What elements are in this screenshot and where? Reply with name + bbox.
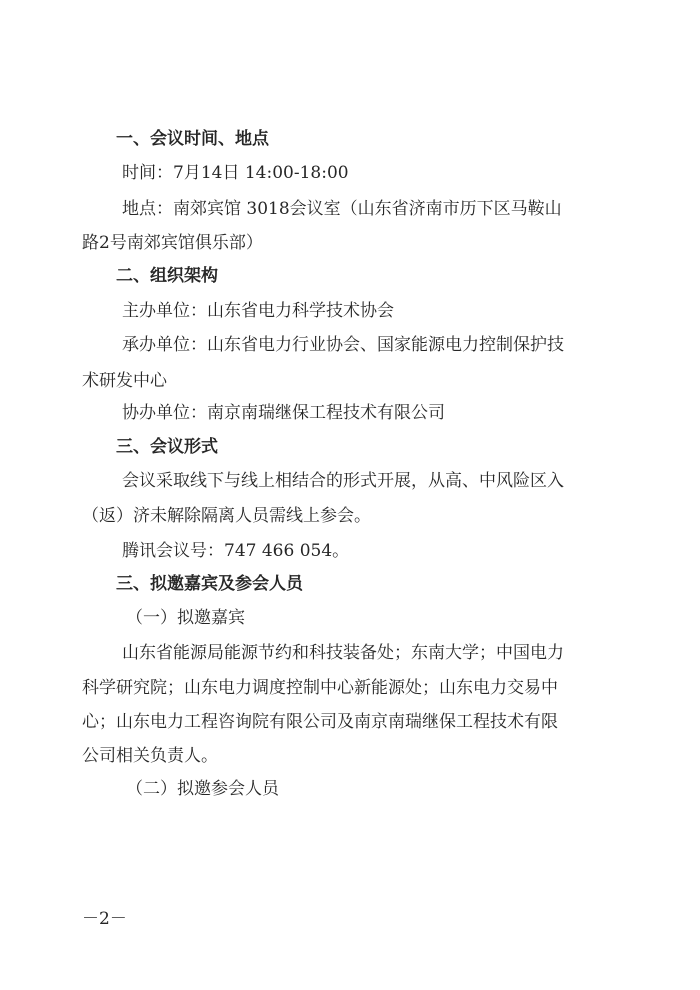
coorganizer-unit: 协办单位：南京南瑞继保工程技术有限公司 — [122, 403, 445, 423]
guests-line-2: 科学研究院；山东电力调度控制中心新能源处；山东电力交易中 — [82, 678, 558, 698]
tencent-meeting-id: 腾讯会议号：747 466 054。 — [122, 541, 350, 561]
guests-line-4: 公司相关负责人。 — [82, 746, 218, 766]
section-heading-organization: 二、组织架构 — [116, 266, 218, 286]
host-unit: 主办单位：山东省电力科学技术协会 — [122, 301, 394, 321]
format-line-2: （返）济未解除隔离人员需线上参会。 — [82, 506, 371, 526]
meeting-time: 时间：7月14日 14:00-18:00 — [122, 163, 349, 183]
organizer-unit-line-1: 承办单位：山东省电力行业协会、国家能源电力控制保护技 — [122, 335, 564, 355]
meeting-place-line-1: 地点：南郊宾馆 3018会议室（山东省济南市历下区马鞍山 — [122, 199, 562, 219]
section-heading-guests: 三、拟邀嘉宾及参会人员 — [116, 574, 303, 594]
organizer-unit-line-2: 术研发中心 — [82, 371, 167, 391]
guests-line-1: 山东省能源局能源节约和科技装备处；东南大学；中国电力 — [122, 643, 564, 663]
page-number: －2－ — [82, 909, 127, 929]
meeting-place-line-2: 路2号南郊宾馆俱乐部） — [82, 233, 263, 253]
section-heading-format: 三、会议形式 — [116, 437, 218, 457]
section-heading-time-place: 一、会议时间、地点 — [116, 129, 269, 149]
format-line-1: 会议采取线下与线上相结合的形式开展，从高、中风险区入 — [122, 471, 564, 491]
guests-line-3: 心；山东电力工程咨询院有限公司及南京南瑞继保工程技术有限 — [82, 712, 558, 732]
subheading-invited-attendees: （二）拟邀参会人员 — [126, 779, 279, 799]
subheading-invited-guests: （一）拟邀嘉宾 — [126, 608, 245, 628]
